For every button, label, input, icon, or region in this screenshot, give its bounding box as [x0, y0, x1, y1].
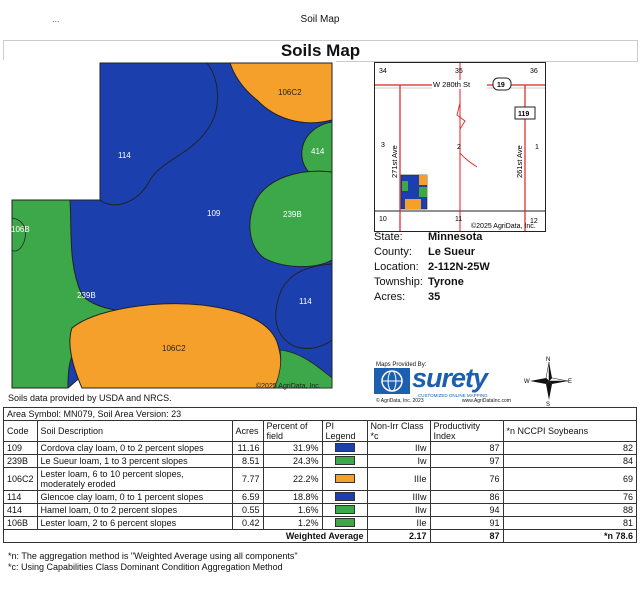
legend-swatch — [335, 456, 355, 465]
row-pct: 1.6% — [263, 504, 322, 517]
weighted-average-row — [4, 530, 637, 543]
row-nccpi: 69 — [503, 468, 636, 491]
area-symbol: Area Symbol: MN079, Soil Area Version: 23 — [4, 408, 637, 421]
surety-tagline: CUSTOMIZED ONLINE MAPPING — [418, 393, 488, 398]
header-productivity: Productivity Index — [430, 421, 503, 442]
soils-table — [3, 407, 637, 543]
header-description: Soil Description — [37, 421, 232, 442]
row-class: IIw — [367, 504, 430, 517]
surety-logo: surety — [412, 363, 488, 393]
row-pct: 24.3% — [263, 455, 322, 468]
compass-s: S — [546, 402, 551, 406]
row-pct: 31.9% — [263, 442, 322, 455]
field-thumbnail — [401, 175, 427, 209]
table-header-row — [4, 421, 637, 442]
row-acres: 11.16 — [232, 442, 263, 455]
section-34: 34 — [379, 68, 387, 75]
row-legend — [322, 491, 367, 504]
row-pi: 94 — [430, 504, 503, 517]
map-label-114-a: 114 — [118, 151, 131, 160]
row-desc: Hamel loam, 0 to 2 percent slopes — [37, 504, 232, 517]
row-desc: Cordova clay loam, 0 to 2 percent slopes — [37, 442, 232, 455]
legend-swatch — [335, 443, 355, 452]
info-county: County: Le Sueur — [374, 246, 476, 258]
section-1: 1 — [535, 144, 539, 151]
area-symbol-row — [4, 408, 637, 421]
row-class: Iw — [367, 455, 430, 468]
road-label-261st-ave: 261st Ave — [515, 145, 524, 178]
row-acres: 7.77 — [232, 468, 263, 491]
section-12: 12 — [530, 218, 538, 225]
compass-e: E — [568, 379, 573, 385]
row-legend — [322, 442, 367, 455]
row-legend — [322, 504, 367, 517]
road-label-271st-ave: 271st Ave — [390, 145, 399, 178]
row-code: 114 — [4, 491, 38, 504]
surety-copyright: © AgriData, Inc. 2023 — [376, 398, 424, 404]
row-class: IIIw — [367, 491, 430, 504]
page-title: Soils Map — [3, 40, 638, 62]
row-pi: 97 — [430, 455, 503, 468]
row-desc: Lester loam, 2 to 6 percent slopes — [37, 517, 232, 530]
row-pct: 1.2% — [263, 517, 322, 530]
soils-map — [2, 60, 336, 392]
table-row — [4, 468, 637, 491]
row-desc: Glencoe clay loam, 0 to 1 percent slopes — [37, 491, 232, 504]
legend-swatch — [335, 518, 355, 527]
compass-w: W — [524, 379, 530, 385]
footnotes — [8, 551, 298, 573]
header-title: Soil Map — [300, 14, 340, 25]
location-info — [374, 230, 490, 305]
section-2: 2 — [457, 144, 461, 151]
table-row — [4, 442, 637, 455]
row-pct: 22.2% — [263, 468, 322, 491]
weighted-pi: 87 — [430, 530, 503, 543]
surety-globe-icon — [374, 368, 410, 394]
row-acres: 0.42 — [232, 517, 263, 530]
row-class: IIe — [367, 517, 430, 530]
row-nccpi: 84 — [503, 455, 636, 468]
row-legend — [322, 455, 367, 468]
row-pi: 91 — [430, 517, 503, 530]
legend-swatch — [335, 474, 355, 483]
row-nccpi: 88 — [503, 504, 636, 517]
hwy-19-label: 19 — [497, 82, 505, 89]
section-35: 35 — [455, 68, 463, 75]
row-acres: 6.59 — [232, 491, 263, 504]
map-label-109: 109 — [207, 209, 221, 218]
compass-rose-icon — [524, 356, 574, 406]
map-label-114-b: 114 — [299, 297, 312, 306]
row-desc: Lester loam, 6 to 10 percent slopes, moderately eroded — [37, 468, 232, 491]
info-township: Township: Tyrone — [374, 276, 464, 288]
info-acres: Acres: 35 — [374, 291, 441, 303]
row-pct: 18.8% — [263, 491, 322, 504]
location-map-copyright: ©2025 AgriData, Inc. — [471, 223, 536, 230]
legend-swatch — [335, 492, 355, 501]
map-label-106c2-top: 106C2 — [278, 88, 302, 97]
row-nccpi: 81 — [503, 517, 636, 530]
hwy-119-label: 119 — [518, 111, 530, 118]
info-state: State: Minnesota — [374, 231, 483, 243]
header-percent: Percent of field — [263, 421, 322, 442]
header-code: Code — [4, 421, 38, 442]
map-label-239b-right: 239B — [283, 210, 302, 219]
row-code: 106B — [4, 517, 38, 530]
row-pi: 86 — [430, 491, 503, 504]
row-code: 414 — [4, 504, 38, 517]
map-label-106b: 106B — [11, 225, 30, 234]
section-3: 3 — [381, 142, 385, 149]
row-acres: 8.51 — [232, 455, 263, 468]
table-row — [4, 504, 637, 517]
header-class: Non-Irr Class *c — [367, 421, 430, 442]
row-class: IIIe — [367, 468, 430, 491]
header-acres: Acres — [232, 421, 263, 442]
section-36: 36 — [530, 68, 538, 75]
map-source-note: Soils data provided by USDA and NRCS. — [8, 393, 172, 403]
info-location: Location: 2-112N-25W — [374, 261, 490, 273]
header-dots: ... — [52, 14, 60, 24]
row-desc: Le Sueur loam, 1 to 3 percent slopes — [37, 455, 232, 468]
road-label-280th-st: W 280th St — [433, 80, 471, 89]
section-11: 11 — [455, 216, 463, 223]
row-pi: 87 — [430, 442, 503, 455]
row-code: 106C2 — [4, 468, 38, 491]
row-legend — [322, 468, 367, 491]
weighted-class: 2.17 — [367, 530, 430, 543]
legend-swatch — [335, 505, 355, 514]
row-code: 239B — [4, 455, 38, 468]
compass-n: N — [546, 357, 551, 363]
weighted-nccpi: *n 78.6 — [503, 530, 636, 543]
location-map — [374, 62, 546, 232]
row-code: 109 — [4, 442, 38, 455]
table-row — [4, 491, 637, 504]
header-legend: PI Legend — [322, 421, 367, 442]
maps-provided-by: Maps Provided By: — [376, 362, 427, 368]
row-nccpi: 76 — [503, 491, 636, 504]
section-10: 10 — [379, 216, 387, 223]
row-legend — [322, 517, 367, 530]
map-label-106c2-bottom: 106C2 — [162, 344, 186, 353]
table-row — [4, 455, 637, 468]
footnote-n: *n: The aggregation method is "Weighted Average using all components" — [8, 551, 298, 561]
map-copyright: ©2025 AgriData, Inc. — [256, 383, 321, 390]
row-nccpi: 82 — [503, 442, 636, 455]
row-pi: 76 — [430, 468, 503, 491]
weighted-average-label: Weighted Average — [4, 530, 368, 543]
map-label-414: 414 — [311, 147, 325, 156]
row-acres: 0.55 — [232, 504, 263, 517]
table-row — [4, 517, 637, 530]
header-nccpi: *n NCCPI Soybeans — [503, 421, 636, 442]
surety-url: www.AgriDataInc.com — [462, 398, 511, 404]
footnote-c: *c: Using Capabilities Class Dominant Condition Aggregation Method — [8, 562, 283, 572]
map-label-239b-left: 239B — [77, 291, 96, 300]
row-class: IIw — [367, 442, 430, 455]
